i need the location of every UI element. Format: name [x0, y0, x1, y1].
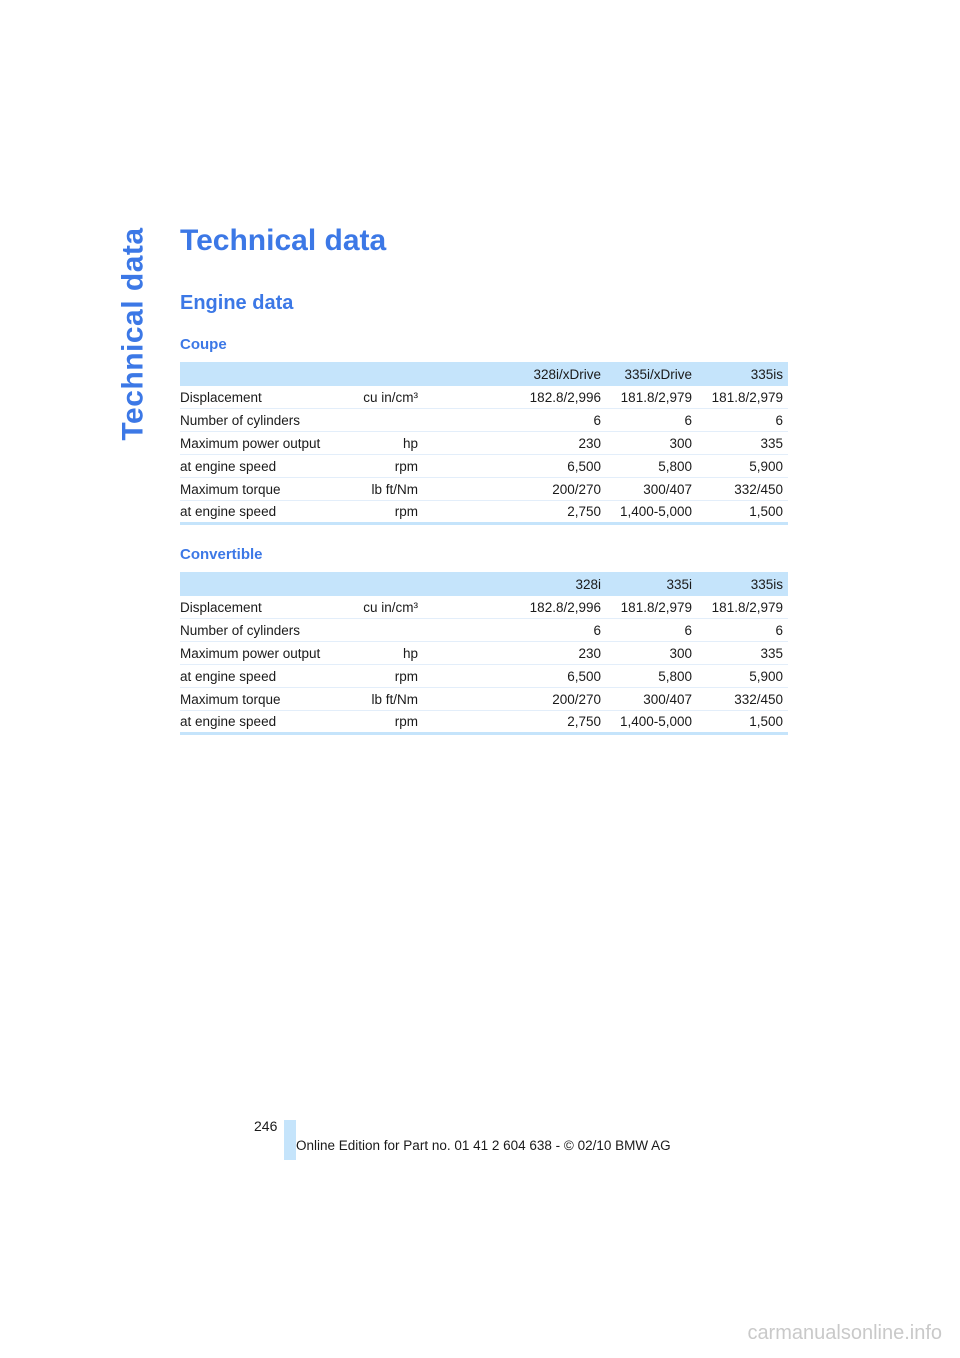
- convertible-row: [180, 619, 788, 642]
- row-unit: rpm: [340, 455, 423, 478]
- row-value: 5,800: [606, 455, 697, 478]
- row-value: 6: [606, 409, 697, 432]
- row-label: at engine speed: [180, 501, 340, 524]
- row-value: 181.8/2,979: [697, 386, 788, 409]
- row-unit: hp: [340, 642, 423, 665]
- row-value: 181.8/2,979: [697, 596, 788, 619]
- row-value: 5,800: [606, 665, 697, 688]
- row-value: 300: [606, 642, 697, 665]
- footer-marker: [284, 1120, 296, 1160]
- convertible-row: [180, 688, 788, 711]
- side-tab: [112, 224, 156, 444]
- row-label: Maximum power output: [180, 642, 340, 665]
- row-value: 335: [697, 432, 788, 455]
- convertible-col-1: 328i: [423, 572, 606, 596]
- row-value: 5,900: [697, 665, 788, 688]
- coupe-header-row: [180, 362, 788, 386]
- row-value: 200/270: [423, 478, 606, 501]
- row-label: Displacement: [180, 596, 340, 619]
- row-unit: rpm: [340, 665, 423, 688]
- row-value: 2,750: [423, 711, 606, 734]
- row-value: 1,500: [697, 501, 788, 524]
- page-title: Technical data: [180, 224, 387, 257]
- convertible-heading: Convertible: [180, 546, 263, 563]
- convertible-col-2: 335i: [606, 572, 697, 596]
- row-unit: [340, 619, 423, 642]
- row-value: 230: [423, 432, 606, 455]
- row-value: 1,500: [697, 711, 788, 734]
- row-value: 300: [606, 432, 697, 455]
- row-value: 2,750: [423, 501, 606, 524]
- row-unit: rpm: [340, 501, 423, 524]
- row-label: Number of cylinders: [180, 619, 340, 642]
- row-label: at engine speed: [180, 711, 340, 734]
- row-value: 6: [423, 619, 606, 642]
- convertible-header-row: [180, 572, 788, 596]
- coupe-col-3: 335is: [697, 362, 788, 386]
- row-label: Displacement: [180, 386, 340, 409]
- coupe-row: [180, 455, 788, 478]
- row-value: 332/450: [697, 688, 788, 711]
- row-value: 5,900: [697, 455, 788, 478]
- row-value: 300/407: [606, 688, 697, 711]
- coupe-row: [180, 501, 788, 524]
- row-unit: hp: [340, 432, 423, 455]
- coupe-row: [180, 409, 788, 432]
- coupe-heading: Coupe: [180, 336, 227, 353]
- row-value: 200/270: [423, 688, 606, 711]
- row-unit: cu in/cm³: [340, 386, 423, 409]
- row-value: 332/450: [697, 478, 788, 501]
- row-label: Maximum torque: [180, 688, 340, 711]
- coupe-row: [180, 386, 788, 409]
- convertible-row: [180, 665, 788, 688]
- coupe-row: [180, 432, 788, 455]
- row-value: 181.8/2,979: [606, 386, 697, 409]
- coupe-col-1: 328i/xDrive: [423, 362, 606, 386]
- convertible-row: [180, 711, 788, 734]
- row-label: at engine speed: [180, 455, 340, 478]
- coupe-row: [180, 478, 788, 501]
- row-value: 6: [423, 409, 606, 432]
- row-value: 182.8/2,996: [423, 596, 606, 619]
- row-value: 182.8/2,996: [423, 386, 606, 409]
- watermark: carmanualsonline.info: [747, 1322, 942, 1344]
- row-unit: rpm: [340, 711, 423, 734]
- coupe-table: [180, 362, 788, 525]
- row-value: 230: [423, 642, 606, 665]
- row-label: Number of cylinders: [180, 409, 340, 432]
- row-value: 6,500: [423, 665, 606, 688]
- convertible-row: [180, 596, 788, 619]
- side-tab-label: Technical data: [117, 227, 150, 441]
- footer-edition: Online Edition for Part no. 01 41 2 604 638 - © 02/10 BMW AG: [296, 1138, 671, 1153]
- convertible-col-3: 335is: [697, 572, 788, 596]
- row-value: 6: [697, 409, 788, 432]
- row-label: at engine speed: [180, 665, 340, 688]
- page-number: 246: [254, 1118, 278, 1134]
- row-unit: lb ft/Nm: [340, 688, 423, 711]
- convertible-table: [180, 572, 788, 735]
- row-unit: [340, 409, 423, 432]
- coupe-col-2: 335i/xDrive: [606, 362, 697, 386]
- row-unit: cu in/cm³: [340, 596, 423, 619]
- row-value: 1,400-5,000: [606, 501, 697, 524]
- row-value: 1,400-5,000: [606, 711, 697, 734]
- row-value: 6: [697, 619, 788, 642]
- row-label: Maximum torque: [180, 478, 340, 501]
- row-value: 181.8/2,979: [606, 596, 697, 619]
- row-unit: lb ft/Nm: [340, 478, 423, 501]
- row-value: 335: [697, 642, 788, 665]
- row-value: 6,500: [423, 455, 606, 478]
- row-value: 300/407: [606, 478, 697, 501]
- row-value: 6: [606, 619, 697, 642]
- convertible-row: [180, 642, 788, 665]
- row-label: Maximum power output: [180, 432, 340, 455]
- section-title: Engine data: [180, 292, 294, 314]
